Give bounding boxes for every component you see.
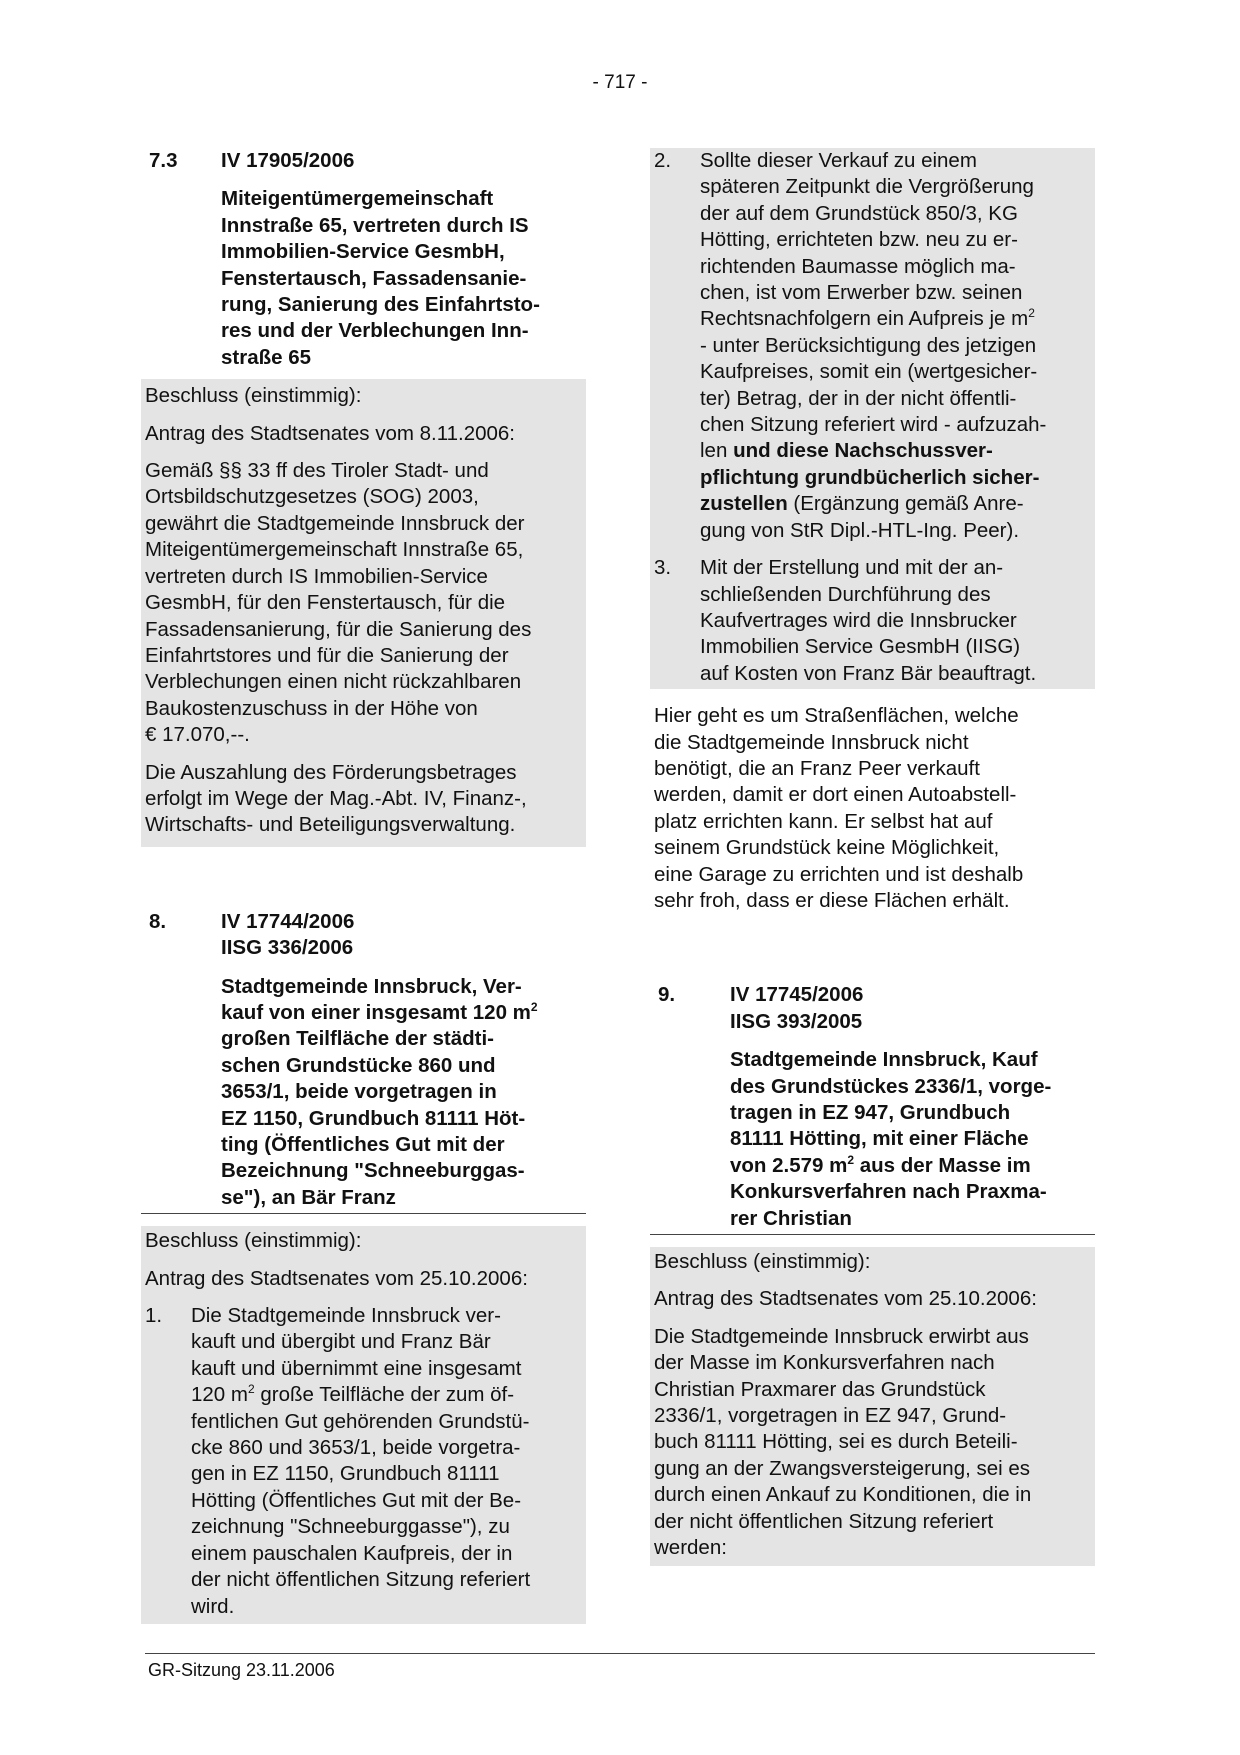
item-ref: IV 17745/2006 — [730, 983, 864, 1007]
text-line: wird. — [191, 1594, 235, 1618]
title-line: Innstraße 65, vertreten durch IS — [221, 213, 529, 237]
text-line — [700, 438, 1091, 464]
text-line: GesmbH, für den Fenstertausch, für die — [145, 591, 506, 615]
explanation-text — [654, 703, 1095, 914]
text-span: große Teilfläche der zum öf- — [254, 1383, 515, 1407]
item-9 — [654, 982, 1095, 1565]
text-line: benötigt, die an Franz Peer verkauft — [654, 756, 980, 780]
right-column — [654, 148, 1095, 1566]
text-line: durch einen Ankauf zu Konditionen, die in — [654, 1483, 1032, 1507]
text-line: Kaufpreises, somit ein (wertgesicher- — [700, 360, 1038, 384]
text-line: Hötting, errichteten bzw. neu zu er- — [700, 228, 1018, 252]
title-line: 3653/1, beide vorgetragen in — [221, 1080, 497, 1104]
text-line: Miteigentümergemeinschaft Innstraße 65, — [145, 538, 524, 562]
text-line: der nicht öffentlichen Sitzung referiert — [654, 1509, 994, 1533]
item-title — [221, 186, 586, 371]
payment-text — [141, 760, 586, 839]
title-line: Immobilien-Service GesmbH, — [221, 240, 505, 264]
resolution-text — [650, 1324, 1095, 1562]
resolution-text — [141, 458, 586, 748]
text-line: Hier geht es um Straßenflächen, welche — [654, 704, 1019, 728]
text-line: 2336/1, vorgetragen in EZ 947, Grund- — [654, 1404, 1007, 1428]
text-line: Hötting (Öffentliches Gut mit der Be- — [191, 1488, 522, 1512]
footer-divider — [145, 1653, 1095, 1654]
text-line: Einfahrtstores und für die Sanierung der — [145, 643, 509, 667]
text-line — [700, 306, 1091, 332]
superscript: 2 — [1028, 306, 1035, 321]
text-line — [191, 1382, 582, 1408]
superscript: 2 — [530, 1000, 538, 1015]
text-line: Sollte dieser Verkauf zu einem — [700, 149, 977, 172]
text-line: Gemäß §§ 33 ff des Tiroler Stadt- und — [145, 459, 489, 483]
text-line: Fassadensanierung, für die Sanierung des — [145, 617, 532, 641]
text-line: Wirtschafts- und Beteiligungsverwaltung. — [145, 813, 516, 837]
title-line — [730, 1153, 1095, 1179]
text-line: gen in EZ 1150, Grundbuch 81111 — [191, 1462, 500, 1486]
title-line: Stadtgemeinde Innsbruck, Ver- — [221, 974, 522, 998]
list-item-3 — [650, 555, 1095, 687]
title-line: 81111 Hötting, mit einer Fläche — [730, 1127, 1029, 1151]
footer-text: GR-Sitzung 23.11.2006 — [148, 1660, 335, 1680]
item-number: 8. — [149, 909, 167, 933]
text-line: gewährt die Stadtgemeinde Innsbruck der — [145, 511, 525, 535]
text-line: € 17.070,--. — [145, 723, 250, 747]
resolution-block — [650, 1247, 1095, 1565]
text-line — [700, 491, 1091, 517]
divider — [650, 1234, 1095, 1235]
text-line: pflichtung grundbücherlich sicher- — [700, 465, 1040, 489]
title-line: ting (Öffentliches Gut mit der — [221, 1133, 505, 1156]
title-text: kauf von einer insgesamt 120 m — [221, 1000, 531, 1024]
item-ref: IV 17905/2006 — [221, 149, 355, 172]
bold-span: und diese Nachschussver- — [733, 439, 993, 463]
title-line: tragen in EZ 947, Grundbuch — [730, 1101, 1011, 1124]
list-number: 3. — [654, 556, 672, 580]
title-line: rung, Sanierung des Einfahrtsto- — [221, 293, 540, 317]
text-line: kauft und übernimmt eine insgesamt — [191, 1356, 522, 1380]
title-text: von 2.579 m — [730, 1153, 848, 1177]
text-span: len — [700, 439, 734, 463]
page-number: - 717 - — [592, 72, 648, 93]
item-8 — [145, 909, 586, 1624]
text-span: 120 m — [191, 1383, 248, 1407]
text-line: schließenden Durchführung des — [700, 582, 991, 606]
beschluss-label: Beschluss (einstimmig): — [145, 384, 362, 408]
text-span: Rechtsnachfolgern ein Aufpreis je m — [700, 307, 1029, 331]
item-ref: IV 17744/2006 — [221, 909, 355, 933]
resolution-continued — [650, 148, 1095, 689]
title-line: EZ 1150, Grundbuch 81111 Höt- — [221, 1106, 526, 1130]
text-line: sehr froh, dass er diese Flächen erhält. — [654, 888, 1010, 912]
text-line: fentlichen Gut gehörenden Grundstü- — [191, 1409, 530, 1433]
divider — [141, 1213, 586, 1214]
item-number: 7.3 — [149, 149, 178, 172]
text-line: der auf dem Grundstück 850/3, KG — [700, 201, 1018, 225]
text-line: zeichnung "Schneeburggasse"), zu — [191, 1515, 510, 1539]
text-line: Kaufvertrages wird die Innsbrucker — [700, 608, 1017, 632]
text-line: chen, ist vom Erwerber bzw. seinen — [700, 281, 1023, 305]
antrag-label: Antrag des Stadtsenates vom 25.10.2006: — [145, 1266, 528, 1290]
text-line: Ortsbildschutzgesetzes (SOG) 2003, — [145, 485, 479, 509]
text-line: werden: — [654, 1536, 727, 1560]
text-line: werden, damit er dort einen Autoabstell- — [654, 783, 1017, 807]
superscript: 2 — [847, 1152, 855, 1167]
title-line: Fenstertausch, Fassadensanie- — [221, 266, 527, 290]
text-line: vertreten durch IS Immobilien-Service — [145, 564, 488, 588]
text-line: Die Stadtgemeinde Innsbruck ver- — [191, 1304, 501, 1328]
item-number: 9. — [658, 983, 676, 1007]
list-item-2 — [650, 148, 1095, 544]
text-line: Baukostenzuschuss in der Höhe von — [145, 696, 478, 720]
text-line: richtenden Baumasse möglich ma- — [700, 254, 1016, 278]
title-line: straße 65 — [221, 345, 312, 369]
title-line: Bezeichnung "Schneeburggas- — [221, 1159, 525, 1183]
beschluss-label: Beschluss (einstimmig): — [145, 1229, 362, 1253]
text-line: gung an der Zwangsversteigerung, sei es — [654, 1456, 1031, 1480]
text-line: auf Kosten von Franz Bär beauftragt. — [700, 661, 1037, 685]
text-line: ter) Betrag, der in der nicht öffentli- — [700, 386, 1017, 410]
item-title — [221, 974, 586, 1212]
resolution-block — [141, 1226, 586, 1624]
text-span: (Ergänzung gemäß Anre- — [787, 492, 1024, 516]
text-line: Die Stadtgemeinde Innsbruck erwirbt aus — [654, 1324, 1029, 1348]
bold-span: zustellen — [700, 492, 788, 516]
text-line: eine Garage zu errichten und ist deshalb — [654, 862, 1024, 886]
text-line: - unter Berücksichtigung des jetzigen — [700, 333, 1037, 357]
item-title — [730, 1047, 1095, 1232]
list-number: 1. — [145, 1304, 163, 1328]
text-line: platz errichten kann. Er selbst hat auf — [654, 809, 993, 833]
item-ref-iisg: IISG 393/2005 — [730, 1009, 863, 1033]
text-line: Die Auszahlung des Förderungsbetrages — [145, 760, 517, 784]
antrag-label: Antrag des Stadtsenates vom 8.11.2006: — [145, 421, 516, 445]
text-line: buch 81111 Hötting, sei es durch Beteili- — [654, 1430, 1018, 1454]
title-line: Konkursverfahren nach Praxma- — [730, 1180, 1047, 1204]
text-line: einem pauschalen Kaufpreis, der in — [191, 1541, 513, 1565]
text-line: Christian Praxmarer das Grundstück — [654, 1377, 986, 1401]
title-line: Stadtgemeinde Innsbruck, Kauf — [730, 1048, 1038, 1072]
title-line: se"), an Bär Franz — [221, 1185, 396, 1209]
text-line: die Stadtgemeinde Innsbruck nicht — [654, 730, 969, 754]
title-line: großen Teilfläche der städti- — [221, 1027, 494, 1051]
title-line: des Grundstückes 2336/1, vorge- — [730, 1074, 1052, 1098]
text-line: späteren Zeitpunkt die Vergrößerung — [700, 175, 1034, 199]
text-line: chen Sitzung referiert wird - aufzuzah- — [700, 413, 1047, 437]
antrag-label: Antrag des Stadtsenates vom 25.10.2006: — [654, 1287, 1037, 1311]
list-item-1 — [141, 1303, 586, 1620]
beschluss-label: Beschluss (einstimmig): — [654, 1250, 871, 1274]
item-ref-iisg: IISG 336/2006 — [221, 936, 354, 960]
text-line: seinem Grundstück keine Möglichkeit, — [654, 836, 1000, 860]
superscript: 2 — [247, 1382, 255, 1397]
text-line: Verblechungen einen nicht rückzahlbaren — [145, 670, 522, 694]
text-line: kauft und übergibt und Franz Bär — [191, 1330, 491, 1354]
list-number: 2. — [654, 149, 672, 172]
title-line: res und der Verblechungen Inn- — [221, 319, 529, 343]
title-line — [221, 1000, 586, 1026]
text-line: cke 860 und 3653/1, beide vorgetra- — [191, 1436, 521, 1460]
title-line: Miteigentümergemeinschaft — [221, 187, 494, 211]
text-line: Immobilien Service GesmbH (IISG) — [700, 635, 1021, 659]
item-7-3 — [145, 148, 586, 847]
text-line: der nicht öffentlichen Sitzung referiert — [191, 1568, 531, 1592]
text-line: erfolgt im Wege der Mag.-Abt. IV, Finanz-, — [145, 786, 527, 810]
title-line: schen Grundstücke 860 und — [221, 1053, 496, 1077]
left-column — [145, 148, 586, 1624]
text-line: Mit der Erstellung und mit der an- — [700, 556, 1004, 580]
text-line: gung von StR Dipl.-HTL-Ing. Peer). — [700, 518, 1020, 542]
resolution-block — [141, 379, 586, 847]
title-line: rer Christian — [730, 1206, 852, 1230]
title-text: aus der Masse im — [854, 1153, 1031, 1177]
text-line: der Masse im Konkursverfahren nach — [654, 1351, 995, 1375]
